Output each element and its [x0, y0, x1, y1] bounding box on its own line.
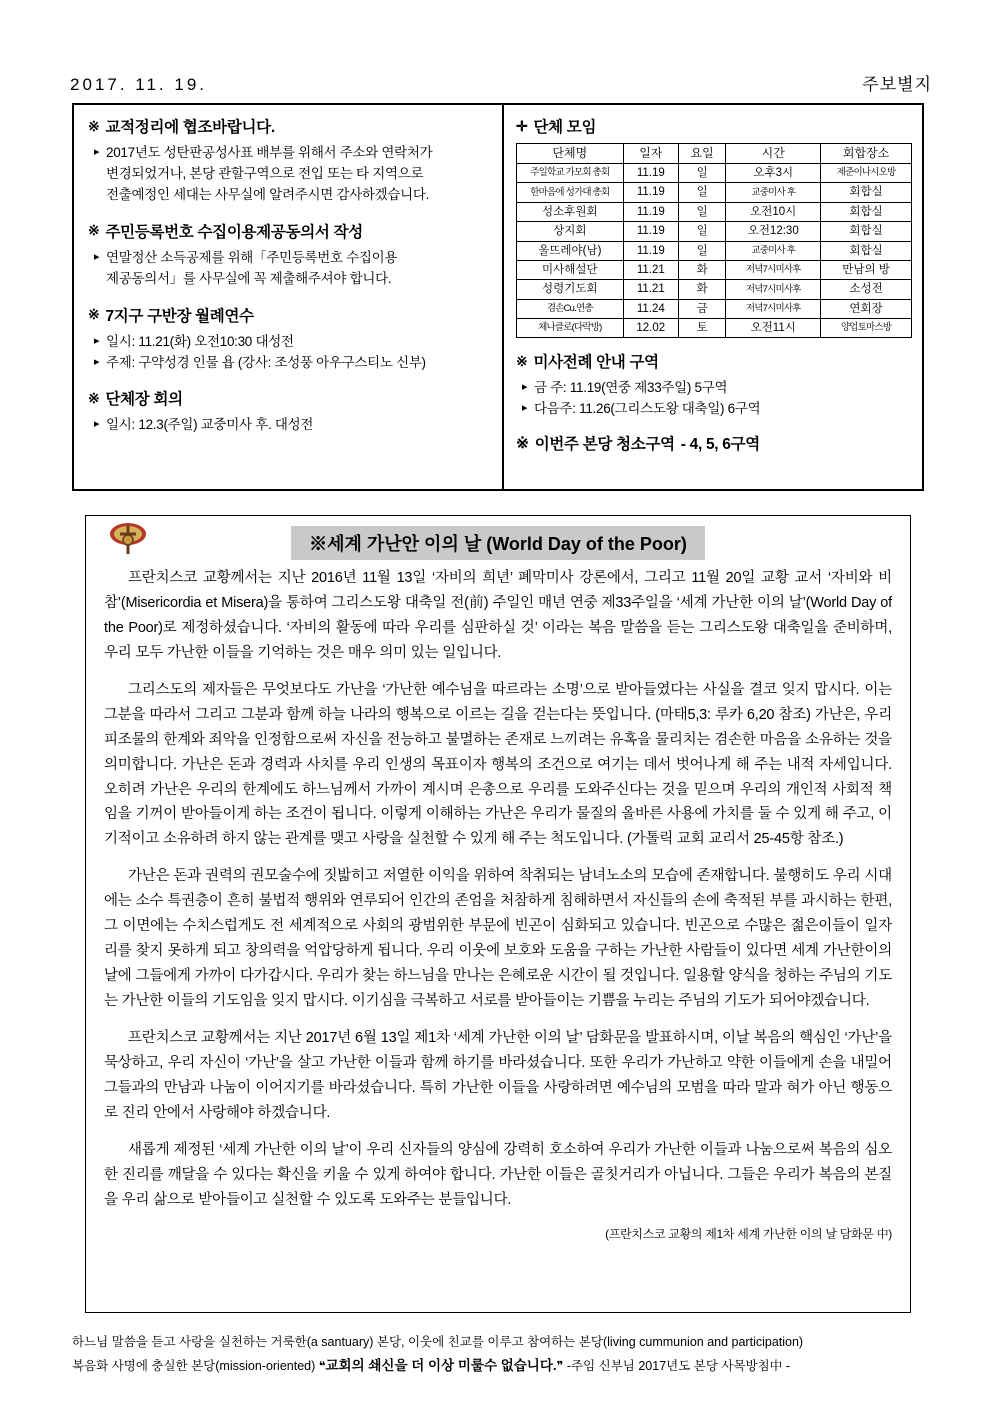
clean-zone-section: [516, 432, 912, 454]
asterisk-icon: ※: [516, 352, 528, 369]
article-source: (프란치스코 교황의 제1차 세계 가난한 이의 날 담화문 中): [605, 1226, 892, 1241]
triangle-bullet-icon: ▸: [522, 381, 528, 394]
table-row: 성소후원회 11.19 일 오전10시 회합실: [517, 202, 912, 221]
table-row: 성령기도회 11.21 화 저녁7시미사후 소성전: [517, 280, 912, 299]
notice-line: ▸ 2017년도 성탄판공성사표 배부를 위해서 주소와 연락처가: [94, 143, 490, 164]
footer-line-2-b: ❞ -주임 신부님 2017년도 본당 사목방침中 -: [556, 1358, 790, 1373]
mass-zone-title: ※ 미사전례 안내 구역: [516, 352, 659, 372]
triangle-bullet-icon: ▸: [94, 334, 100, 347]
footer-line-2-a: 복음화 사명에 충실한 본당(mission-oriented) ❝: [72, 1358, 326, 1373]
article-paragraph: 가난은 돈과 권력의 권모술수에 짓밟히고 저열한 이익을 위하여 착취되는 남녀노소의 모습에 존재합니다. 불행히도 우리 시대에는 소수 특권층이 흔히 불법적 행위와 연루되어 인간의 존엄을 처참하게 침해하면서 자신들의 손에 축적된 부를 과시하는 한편, 그 이면에는 수치스럽게도 전 세계적으로 사회의 광범위한 부문에 빈곤이 심화되고 있습니다. 빈곤으로 수많은 젊은이들이 일자리를 찾지 못하게 되고 창의력을 억압당하게 됩니다. 우리 이웃에 보호와 도움을 구하는 가난한 사람들이 있다면 세계 가난한이의 날에 그들에게 가까이 다가갑시다. 우리가 찾는 하느님을 만나는 은혜로운 시간이 될 것입니다. 일용할 양식을 청하는 주님의 기도는 가난한 이들의 기도임을 잊지 맙시다. 이기심을 극복하고 서로를 받아들이는 기쁨을 누리는 주님의 기도가 되어야겠습니다.: [104, 868, 892, 1009]
notice-title-consent-form: ※ 주민등록번호 수집이용제공동의서 작성: [88, 222, 363, 241]
column-header-place: 회합장소: [821, 144, 912, 164]
column-header-date: 일자: [623, 144, 678, 164]
table-row: 체나클로(다락방) 12.02 토 오전11시 양업토마스방: [517, 319, 912, 338]
notice-line: 전출예정인 세대는 사무실에 알려주시면 감사하겠습니다.: [106, 186, 430, 202]
asterisk-icon: ※: [88, 222, 100, 239]
table-row: 겸손Cu.연총 11.24 금 저녁7시미사후 연회장: [517, 299, 912, 318]
article-title: ※세계 가난안 이의 날 (World Day of the Poor): [291, 526, 705, 560]
table-row: 미사해설단 11.21 화 저녁7시미사후 만남의 방: [517, 260, 912, 279]
table-row: 한마음에 성가대 총회 11.19 일 교중미사 후 회합실: [517, 183, 912, 202]
notice-title-district-training: ※ 7지구 구반장 월례연수: [88, 306, 254, 325]
notice-line: ▸ 주제: 구약성경 인물 욥 (강사: 조성풍 아우구스티노 신부): [94, 353, 490, 374]
table-row: 주일학교 가모회 총회 11.19 일 오후3시 제준이나시오방: [517, 164, 912, 183]
notice-line: 제공동의서」를 사무실에 꼭 제출해주셔야 합니다.: [106, 270, 392, 286]
asterisk-icon: ※: [88, 389, 100, 406]
notice-line: ▸ 연말정산 소득공제를 위해「주민등록번호 수집이용: [94, 248, 490, 269]
column-header-day: 요일: [678, 144, 725, 164]
clean-zone-value: - 4, 5, 6구역: [680, 436, 760, 454]
triangle-bullet-icon: ▸: [94, 146, 100, 158]
article-paragraph: 프란치스코 교황께서는 지난 2016년 11월 13일 ‘자비의 희년’ 폐막미사 강론에서, 그리고 11월 20일 교황 교서 ‘자비와 비참’(Misericordia et Misera)을 통하여 그리스도왕 대축일 전(前) 주일인 매년 연중 제33주일을 ‘세계 가난한 이의 날’(World Day of the Poor)로 제정하셨습니다. ‘자비의 활동에 따라 우리를 심판하실 것’ 이라는 복음 말씀을 듣는 그리스도왕 대축일을 준비하며, 우리 모두 가난한 이들을 기억하는 것은 매우 의미 있는 일입니다.: [104, 570, 892, 661]
table-header-row: [517, 144, 912, 164]
triangle-bullet-icon: ▸: [94, 418, 100, 431]
triangle-bullet-icon: ▸: [522, 402, 528, 415]
asterisk-icon: ※: [88, 306, 100, 323]
issue-date: 2017. 11. 19.: [70, 75, 207, 94]
article-paragraph: 그리스도의 제자들은 무엇보다도 가난을 ‘가난한 예수님을 따르라는 소명’으로 받아들였다는 사실을 결코 잊지 맙시다. 이는 그분을 따라서 그리고 그분과 함께 하늘 나라의 행복으로 이르는 길을 걷는다는 뜻입니다. (마태5,3: 루카 6,20 참조) 가난은, 우리 피조물의 한계와 죄악을 인정함으로써 자신을 전능하고 불멸하는 존재로 느끼려는 유혹을 물리치는 겸손한 마음을 소유하는 것을 의미합니다. 가난은 돈과 경력과 사치를 우리 인생의 목표이자 행복의 조건으로 여기는 데서 벗어나게 해 주는 내적 자세입니다. 오히려 가난은 우리의 한계에도 하느님께서 가까이 계시며 은총으로 우리를 도와주신다는 것을 믿으며 우리의 개인적 사회적 책임을 기꺼이 받아들이게 하는 조건이 됩니다. 이렇게 이해하는 가난은 우리가 물질의 올바른 사용에 가치를 둘 수 있게 해 주고, 이기적이고 소유하려 하지 않는 관계를 맺고 사랑을 실천할 수 있게 해 주는 척도입니다. (가톨릭 교회 교리서 25-45항 참조.): [104, 681, 892, 848]
page-footer: [72, 1332, 932, 1378]
group-meeting-title: ✛ 단체 모임: [516, 117, 597, 136]
footer-motto: 교회의 쇄신을 더 이상 미룰수 없습니다.: [325, 1357, 557, 1373]
table-row: 상지회 11.19 일 오전12:30 회합실: [517, 222, 912, 241]
table-row: 울뜨레야(남) 11.19 일 교중미사 후 회합실: [517, 241, 912, 260]
asterisk-icon: ※: [516, 434, 529, 452]
notices-right-column: [504, 105, 922, 489]
group-meeting-table: [516, 143, 912, 338]
article-paragraph: 새롭게 제정된 ‘세계 가난한 이의 날’이 우리 신자들의 양심에 강력히 호소하여 우리가 가난한 이들과 나눔으로써 복음의 심오한 진리를 깨달을 수 있다는 확신을 키울 수 있게 하여야 합니다. 가난한 이들은 골칫거리가 아닙니다. 그들은 우리가 복음의 본질을 우리 삶으로 받아들이고 실천할 수 있도록 도와주는 분들입니다.: [104, 1141, 892, 1208]
article-header: [104, 526, 892, 560]
column-header-group: 단체명: [517, 144, 624, 164]
bulletin-label: 주보별지: [862, 75, 932, 94]
mass-zone-section: [516, 350, 912, 420]
notice-line: ▸ 일시: 12.3(주일) 교중미사 후. 대성전: [94, 415, 490, 436]
page-header: [70, 70, 932, 95]
triangle-bullet-icon: ▸: [94, 355, 100, 368]
footer-line-1: 하느님 말씀을 듣고 사랑을 실천하는 거룩한(a santuary) 본당, 이웃에 친교를 이루고 참여하는 본당(living cummunion and participation): [72, 1335, 804, 1349]
triangle-bullet-icon: ▸: [94, 250, 100, 263]
notice-title-registry: ※ 교적정리에 협조바랍니다.: [88, 117, 275, 136]
notice-line: ▸ 일시: 11.21(화) 오전10:30 대성전: [94, 332, 490, 353]
notice-line: 변경되었거나, 본당 관할구역으로 전입 또는 타 지역으로: [106, 165, 424, 181]
cross-icon: ✛: [516, 117, 528, 134]
column-header-time: 시간: [726, 144, 821, 164]
notices-box: [72, 103, 924, 491]
emblem-icon: [106, 520, 150, 560]
article-box: [85, 515, 911, 1313]
mass-zone-line: ▸ 금 주: 11.19(연중 제33주일) 5구역: [522, 378, 912, 399]
asterisk-icon: ※: [88, 117, 100, 134]
clean-zone-title: 이번주 본당 청소구역: [534, 436, 675, 454]
mass-zone-line: ▸ 다음주: 11.26(그리스도왕 대축일) 6구역: [522, 399, 912, 420]
article-paragraph: 프란치스코 교황께서는 지난 2017년 6월 13일 제1차 ‘세계 가난한 이의 날’ 담화문을 발표하시며, 이날 복음의 핵심인 ‘가난’을 묵상하고, 우리 자신이 ‘가난’을 살고 가난한 이들과 함께 하기를 바라셨습니다. 또한 우리가 가난하고 약한 이들에게 손을 내밀어 그들과의 만남과 나눔이 이어지기를 바라셨습니다. 특히 가난한 이들을 사랑하려면 예수님의 모범을 따라 말과 혀가 아닌 행동으로 진리 안에서 사랑해야 하겠습니다.: [104, 1029, 892, 1121]
notice-title-leaders-meeting: ※ 단체장 회의: [88, 389, 183, 409]
footer-line-2: [72, 1354, 932, 1378]
notices-left-column: [74, 105, 504, 489]
